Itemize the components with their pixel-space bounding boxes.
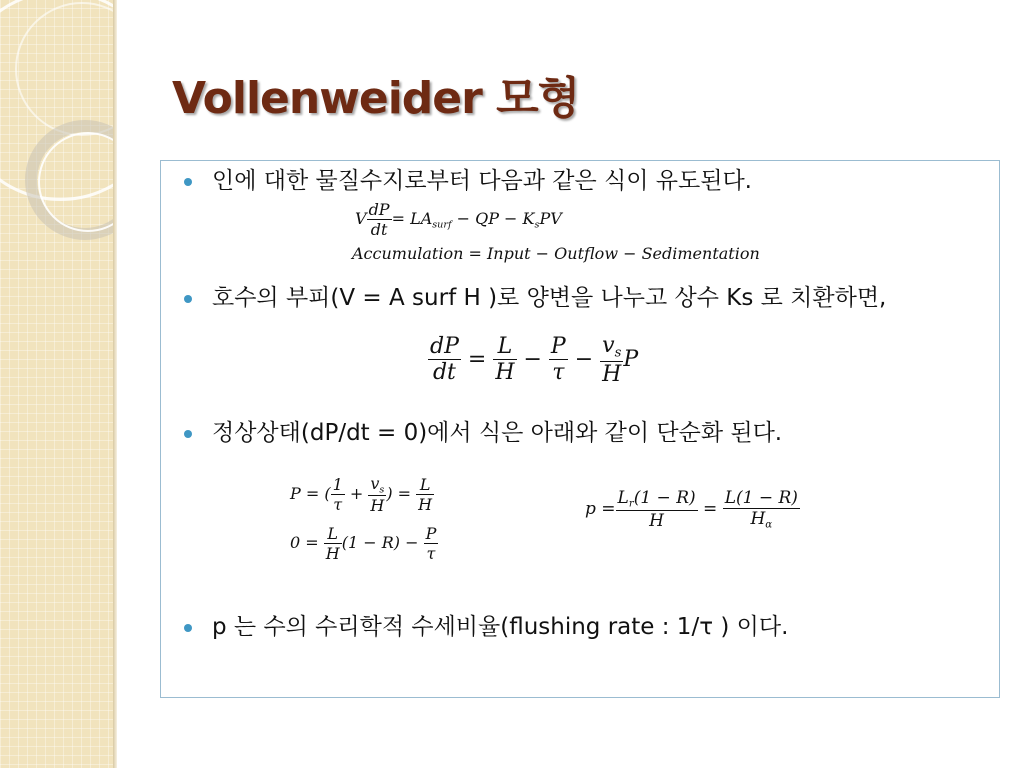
fraction	[324, 524, 342, 563]
denominator: H	[602, 361, 622, 387]
denominator: H	[370, 496, 385, 516]
numerator: L	[324, 524, 342, 544]
bullet-text: 정상상태(dP/dt = 0)에서 식은 아래와 같이 단순화 된다.	[212, 420, 783, 446]
equation-mass-balance	[355, 200, 562, 239]
denominator: τ	[552, 360, 565, 386]
denominator: τ	[426, 544, 436, 563]
eq-text: v	[602, 333, 615, 358]
numerator	[368, 474, 386, 496]
denominator: dt	[370, 220, 388, 239]
denominator: dt	[432, 360, 456, 386]
numerator: dP	[430, 334, 459, 360]
bullet-item	[186, 612, 966, 642]
bullet-item	[186, 418, 966, 448]
fraction	[424, 524, 439, 563]
fraction	[723, 488, 800, 531]
fraction	[416, 475, 434, 514]
decorative-side-panel	[0, 0, 113, 768]
eq-text: P = (	[290, 484, 331, 504]
eq-text: v	[370, 474, 380, 493]
fraction	[600, 333, 623, 387]
subscript: s	[534, 219, 540, 231]
bullet-text: 인에 대한 물질수지로부터 다음과 같은 식이 유도된다.	[212, 168, 752, 194]
eq-text: (1 − R)	[633, 488, 696, 508]
eq-text: H	[750, 509, 766, 529]
fraction	[368, 474, 386, 515]
eq-text: P	[623, 346, 639, 372]
numerator: P	[425, 524, 437, 543]
eq-text: PV	[539, 209, 562, 228]
bullet-item	[186, 283, 966, 313]
fraction	[428, 334, 461, 385]
denominator: H	[418, 495, 433, 515]
subscript: s	[379, 484, 385, 496]
eq-text: V	[355, 209, 367, 228]
subscript: surf	[432, 219, 452, 231]
fraction	[493, 334, 516, 385]
slide-title: Vollenweider 모형	[172, 73, 580, 124]
eq-text: = LA	[391, 209, 433, 228]
fraction	[367, 200, 392, 239]
panel-edge	[113, 0, 117, 768]
denominator: H	[649, 510, 664, 531]
numerator: L	[493, 334, 516, 360]
denominator: τ	[333, 495, 343, 515]
denominator: H	[495, 360, 515, 386]
numerator: L(1 − R)	[724, 488, 798, 508]
equation-steady-state-2	[290, 524, 438, 563]
denominator: H	[325, 544, 340, 563]
eq-text: p =	[585, 498, 616, 519]
numerator: 1	[332, 475, 343, 495]
bullet-item	[186, 166, 966, 196]
eq-text: (1 − R) −	[341, 533, 419, 552]
numerator: L	[416, 475, 434, 495]
equation-flushing	[585, 488, 800, 531]
equation-divided: $\frac{dP}{dt}$ = $\frac{L}{H}$ − $\frac{P}{\tau}$ − $\frac{v_s}{H}$ P	[430, 333, 639, 387]
denominator	[723, 509, 800, 531]
fraction	[331, 475, 345, 514]
eq-text: =	[703, 498, 718, 519]
fraction	[549, 334, 568, 385]
equation-mass-balance-words: Accumulation = Input − Outflow − Sedimentation	[352, 244, 760, 263]
eq-text: 0 =	[290, 533, 319, 552]
numerator: dP	[368, 200, 390, 219]
bullet-text: 호수의 부피(V = A surf H )로 양변을 나누고 상수 Ks 로 치환하면,	[212, 285, 887, 311]
bullet-text: p 는 수의 수리학적 수세비율(flushing rate : 1/τ ) 이다.	[212, 614, 789, 640]
equation-steady-state-1: P = ( $\frac{1}{\tau}$ + $\frac{v_s}{H}$ ) = $\frac{L}{H}$	[290, 474, 433, 516]
numerator: P	[550, 334, 566, 360]
eq-text: L	[617, 488, 629, 508]
eq-text: ) =	[386, 484, 412, 504]
numerator	[616, 488, 698, 511]
numerator	[600, 333, 623, 362]
eq-text: − QP − K	[451, 209, 535, 228]
fraction	[616, 488, 698, 531]
subscript: s	[614, 345, 622, 361]
subscript: r	[628, 498, 634, 510]
subscript: α	[765, 519, 773, 531]
